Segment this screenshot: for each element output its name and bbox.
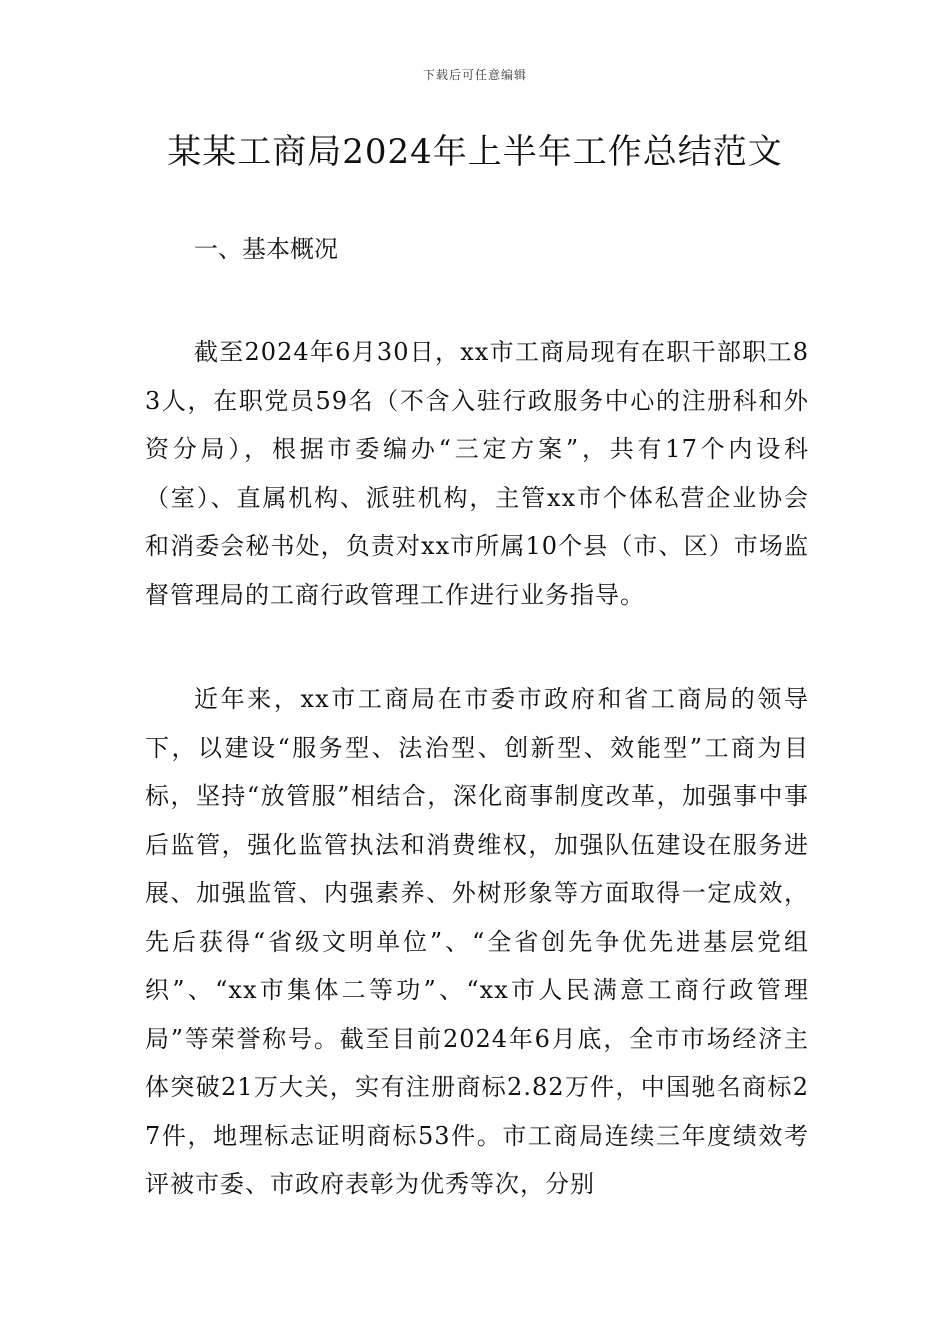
section-heading-basic-overview: 一、基本概况 bbox=[194, 235, 338, 263]
header-note: 下载后可任意编辑 bbox=[422, 68, 527, 82]
paragraph-achievements: 近年来，xx市工商局在市委市政府和省工商局的领导下，以建设“服务型、法治型、创新型、效能型”工商为目标，坚持“放管服”相结合，深化商事制度改革，加强事中事后监管，强化监管执法和消费维权，加强队伍建设在服务进展、加强监管、内强素养、外树形象等方面取得一定成效，先后获得“省级文明单位”、“全省创先争优先进基层党组织”、“xx市集体二等功”、“xx市人民满意工商行政管理局”等荣誉称号。截至目前2024年6月底，全市市场经济主体突破21万大关，实有注册商标2.82万件，中国驰名商标27件，地理标志证明商标53件。市工商局连续三年度绩效考评被市委、市政府表彰为优秀等次，分别 bbox=[145, 685, 809, 1198]
paragraph-staff-overview: 截至2024年6月30日，xx市工商局现有在职干部职工83人，在职党员59名（不含入驻行政服务中心的注册科和外资分局），根据市委编办“三定方案”，共有17个内设科（室）、直属机构、派驻机构，主管xx市个体私营企业协会和消委会秘书处，负责对xx市所属10个县（市、区）市场监督管理局的工商行政管理工作进行业务指导。 bbox=[145, 338, 809, 609]
document-title: 某某工商局2024年上半年工作总结范文 bbox=[167, 132, 783, 172]
